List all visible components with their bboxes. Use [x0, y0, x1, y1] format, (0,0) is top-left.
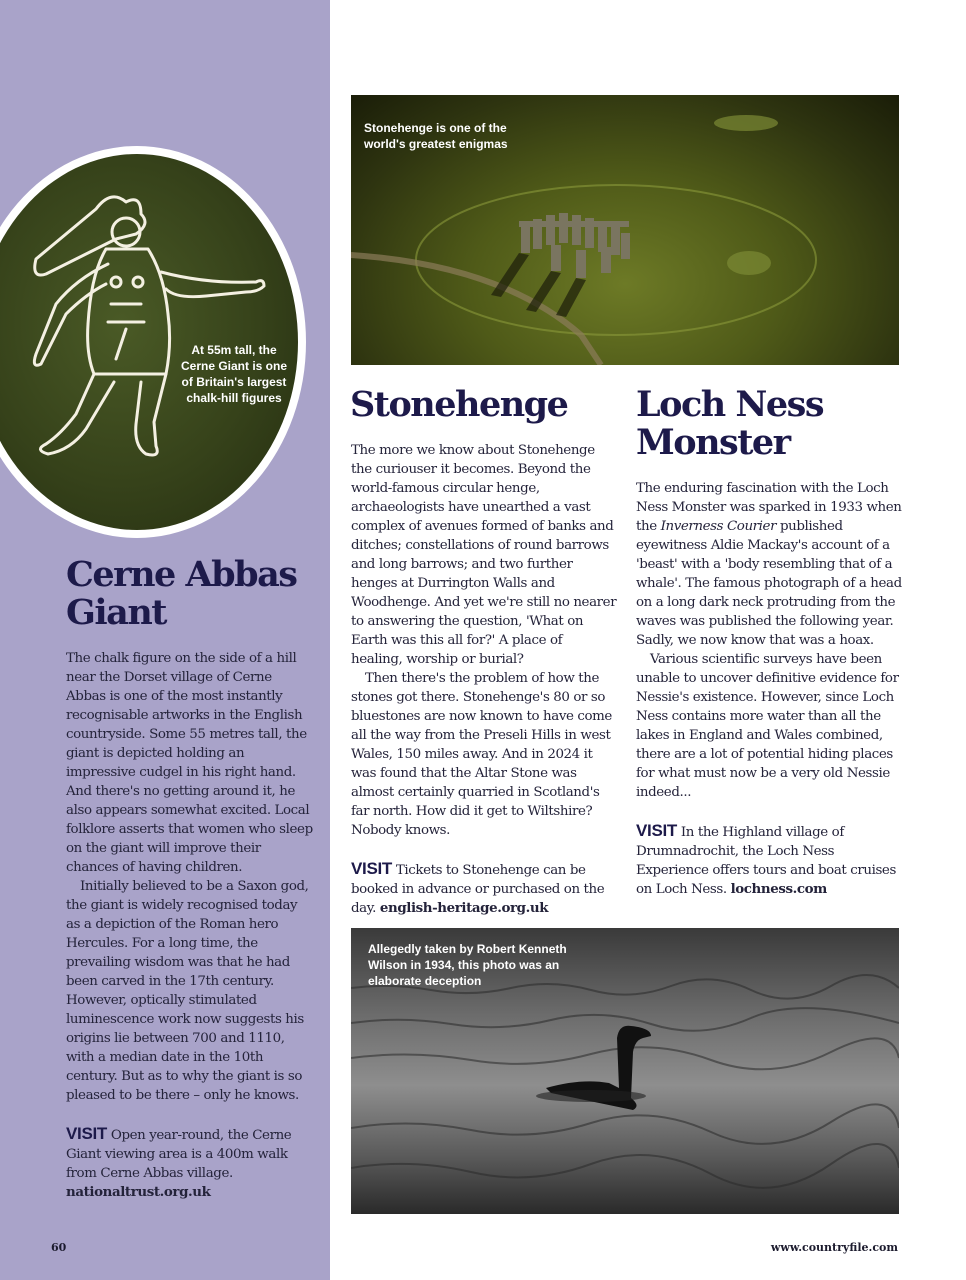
giant-visit-label: VISIT — [66, 1124, 108, 1143]
giant-visit-url[interactable]: nationaltrust.org.uk — [66, 1184, 211, 1200]
lochness-paragraph-2: Various scientific surveys have been unable to uncover definitive evidence for Nessie's existence. However, since Loch Ness contains more water than all the lakes in England and Wales combined, there are a lot of potential hiding places for what must now be a very old Nessie indeed... — [636, 652, 899, 800]
lochness-heading: Loch Ness Monster — [636, 384, 824, 463]
stonehenge-heading: Stonehenge — [350, 384, 568, 425]
lochness-visit-info — [636, 821, 904, 899]
stonehenge-visit-url[interactable]: english-heritage.org.uk — [379, 900, 549, 916]
stonehenge-photo-caption: Stonehenge is one of the world's greatest enigmas — [364, 121, 508, 151]
page-number: 60 — [51, 1241, 67, 1254]
cerne-giant-photo — [0, 146, 306, 538]
lochness-article — [636, 479, 904, 899]
stonehenge-paragraph-1: The more we know about Stonehenge the curiouser it becomes. Beyond the world-famous circular henge, archaeologists have unearthed a vast complex of avenues formed of banks and ditches; constellations of round barrows and long barrows; and two further henges at Durrington Walls and Woodhenge. And yet we're still no nearer to answering the question, 'What on Earth was this all for?' A place of healing, worship or burial? — [351, 443, 617, 667]
stonehenge-paragraph-2: Then there's the problem of how the stones got there. Stonehenge's 80 or so bluestones are now known to have come all the way from the Preseli Hills in west Wales, 150 miles away. And in 2024 it was found that the Altar Stone was almost certainly quarried in Scotland's far north. How did it get to Wiltshire? Nobody knows. — [351, 671, 612, 838]
giant-heading: Cerne Abbas Giant — [66, 554, 297, 633]
giant-photo-caption: At 55m tall, the Cerne Giant is one of Britain's largest chalk-hill figures — [180, 343, 288, 405]
stonehenge-visit-text: Tickets to Stonehenge can be booked in advance or purchased on the day. — [351, 863, 605, 916]
lochness-paragraph-1-start: The enduring fascination with the Loch Ness Monster was sparked in 1933 when the — [636, 481, 902, 534]
lochness-paragraph-1-end: published eyewitness Aldie Mackay's account of a 'beast' with a 'body resembling that of a whale'. The famous photograph of a head on a long dark neck protruding from the waves was published the following year. Sadly, we now know that was a hoax. — [636, 519, 902, 648]
website-url[interactable]: www.countryfile.com — [770, 1241, 898, 1254]
lochness-photo-caption: Allegedly taken by Robert Kenneth Wilson in 1934, this photo was an elaborate deception — [368, 942, 567, 988]
lochness-visit-text: In the Highland village of Drumnadrochit, the Loch Ness Experience offers tours and boat cruises on Loch Ness. — [636, 825, 896, 897]
lochness-photo — [351, 928, 899, 1214]
giant-article — [66, 649, 314, 1202]
giant-paragraph-1: The chalk figure on the side of a hill near the Dorset village of Cerne Abbas is one of the most instantly recognisable artworks in the English countryside. Some 55 metres tall, the giant is depicted holding an impressive cudgel in his right hand. And there's no getting around it, he also appears somewhat excited. Local folklore asserts that women who sleep on the giant will improve their chances of having children. — [66, 651, 313, 875]
lochness-paragraph-1 — [636, 479, 904, 650]
giant-paragraph-2: Initially believed to be a Saxon god, the giant is widely recognised today as a depiction of the Roman hero Hercules. For a long time, the prevailing wisdom was that he had been carved in the 17th century. However, optically stimulated luminescence work now suggests his origins lie between 700 and 1110, with a median date in the 10th century. But as to why the giant is so pleased to be there – only he knows. — [66, 879, 309, 1103]
newspaper-name: Inverness Courier — [660, 519, 777, 534]
stonehenge-visit-label: VISIT — [351, 859, 393, 878]
stonehenge-visit-info — [351, 859, 617, 918]
giant-visit-text: Open year-round, the Cerne Giant viewing area is a 400m walk from Cerne Abbas village. — [66, 1128, 292, 1181]
lochness-visit-url[interactable]: lochness.com — [730, 881, 827, 897]
giant-visit-info — [66, 1124, 314, 1202]
lochness-visit-label: VISIT — [636, 821, 678, 840]
stonehenge-photo — [351, 95, 899, 365]
stonehenge-article — [351, 441, 617, 918]
